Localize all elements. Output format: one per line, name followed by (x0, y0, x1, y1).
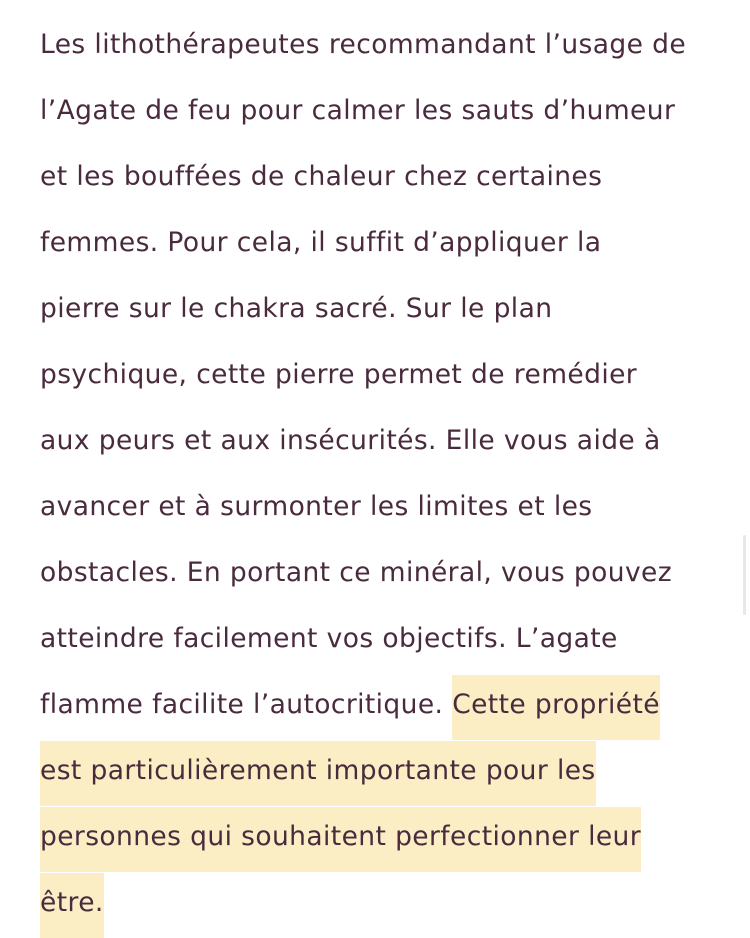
scrollbar-thumb[interactable] (743, 535, 746, 615)
highlighted-text-segment: être. (40, 873, 104, 938)
article-paragraph (40, 12, 705, 936)
highlighted-text-segment: personnes qui souhaitent perfectionner leur (40, 807, 641, 872)
text-line: obstacles. En portant ce minéral, vous pouvez (40, 557, 673, 588)
highlighted-text-segment: Cette propriété (452, 675, 660, 740)
text-line (40, 672, 705, 738)
text-line: pierre sur le chakra sacré. Sur le plan (40, 293, 553, 324)
text-line: psychique, cette pierre permet de remédier (40, 359, 638, 390)
text-line (40, 804, 705, 870)
text-line: avancer et à surmonter les limites et les (40, 491, 593, 522)
text-line: et les bouffées de chaleur chez certaines (40, 161, 603, 192)
plain-text-segment: flamme facilite l’autocritique. (40, 689, 453, 720)
text-line: atteindre facilement vos objectifs. L’agate (40, 623, 618, 654)
text-line (40, 738, 705, 804)
highlighted-text-segment: est particulièrement importante pour les (40, 741, 596, 806)
text-line: l’Agate de feu pour calmer les sauts d’humeur (40, 95, 676, 126)
text-line: aux peurs et aux insécurités. Elle vous aide à (40, 425, 661, 456)
text-line: femmes. Pour cela, il suffit d’appliquer la (40, 227, 602, 258)
text-line (40, 870, 705, 936)
text-line: Les lithothérapeutes recommandant l’usage de (40, 29, 687, 60)
